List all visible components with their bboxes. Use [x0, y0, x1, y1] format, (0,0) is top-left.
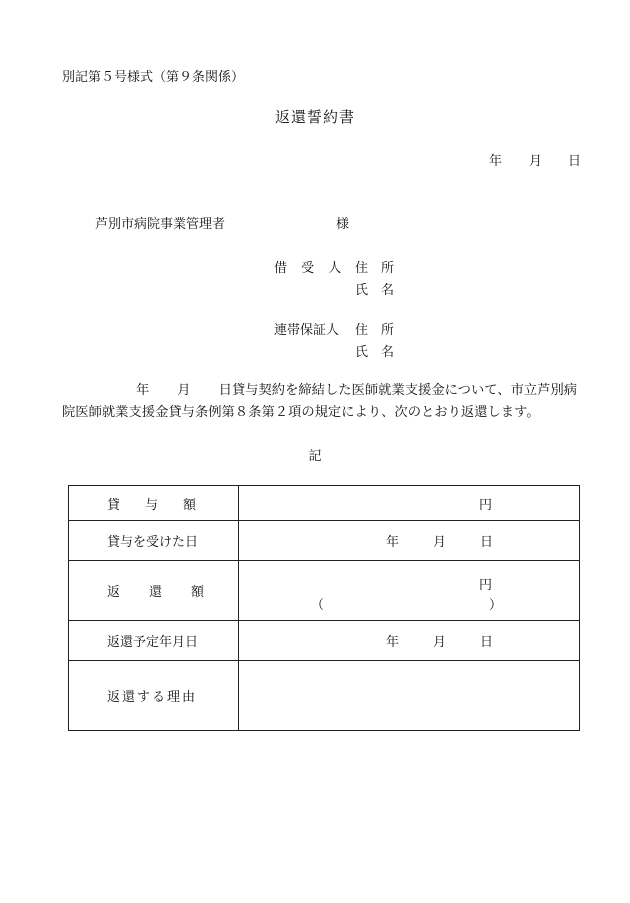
loan-date-cell[interactable]	[239, 521, 580, 561]
repay-date-month: 月	[433, 635, 447, 650]
repay-date-year: 年	[386, 635, 400, 650]
guarantor-role: 連帯保証人	[274, 323, 340, 338]
repay-amount-paren-close: ）	[489, 597, 503, 613]
repay-date-cell[interactable]	[239, 621, 580, 661]
repay-date-day: 日	[480, 635, 494, 650]
table-row	[69, 561, 580, 621]
loan-date-day: 日	[480, 535, 494, 550]
document-title: 返還誓約書	[274, 108, 355, 126]
addressee-name: 芦別市病院事業管理者	[95, 217, 226, 232]
body-year: 年	[136, 383, 150, 398]
loan-amount-unit: 円	[479, 497, 493, 513]
table-row	[69, 486, 580, 521]
loan-date-month: 月	[433, 535, 447, 550]
body-text: 日貸与契約を締結した医師就業支援金について、市立芦別病院医師就業支援金貸与条例第８条第２項の規定により、次のとおり返還します。	[62, 383, 578, 420]
form-label: 別記第５号様式（第９条関係）	[62, 70, 245, 85]
repay-amount-unit: 円	[479, 577, 493, 593]
row-label-repay-date: 返還予定年月日	[69, 621, 239, 661]
repay-amount-cell[interactable]	[239, 561, 580, 621]
row-label-repay-amount: 返 還 額	[69, 561, 239, 621]
table-row	[69, 661, 580, 731]
ki-heading: 記	[308, 449, 322, 464]
addressee-honorific: 様	[336, 217, 350, 232]
repay-reason-cell[interactable]	[239, 661, 580, 731]
loan-amount-cell[interactable]	[239, 486, 580, 521]
repay-amount-paren-open: （	[311, 597, 325, 613]
row-label-loan-amount: 貸 与 額	[69, 486, 239, 521]
guarantor-address-label: 住 所	[355, 323, 395, 338]
date-year: 年	[489, 154, 503, 169]
borrower-address-label: 住 所	[355, 261, 395, 276]
table-row	[69, 521, 580, 561]
body-paragraph	[62, 380, 582, 424]
table-row	[69, 621, 580, 661]
borrower-role: 借 受 人	[274, 261, 347, 276]
guarantor-name-label: 氏 名	[355, 345, 395, 360]
row-label-loan-date: 貸与を受けた日	[69, 521, 239, 561]
loan-date-year: 年	[386, 535, 400, 550]
body-month: 月	[177, 383, 191, 398]
borrower-name-label: 氏 名	[355, 283, 395, 298]
date-day: 日	[568, 154, 582, 169]
detail-table	[68, 485, 580, 731]
row-label-repay-reason: 返還する理由	[69, 661, 239, 731]
date-month: 月	[529, 154, 543, 169]
